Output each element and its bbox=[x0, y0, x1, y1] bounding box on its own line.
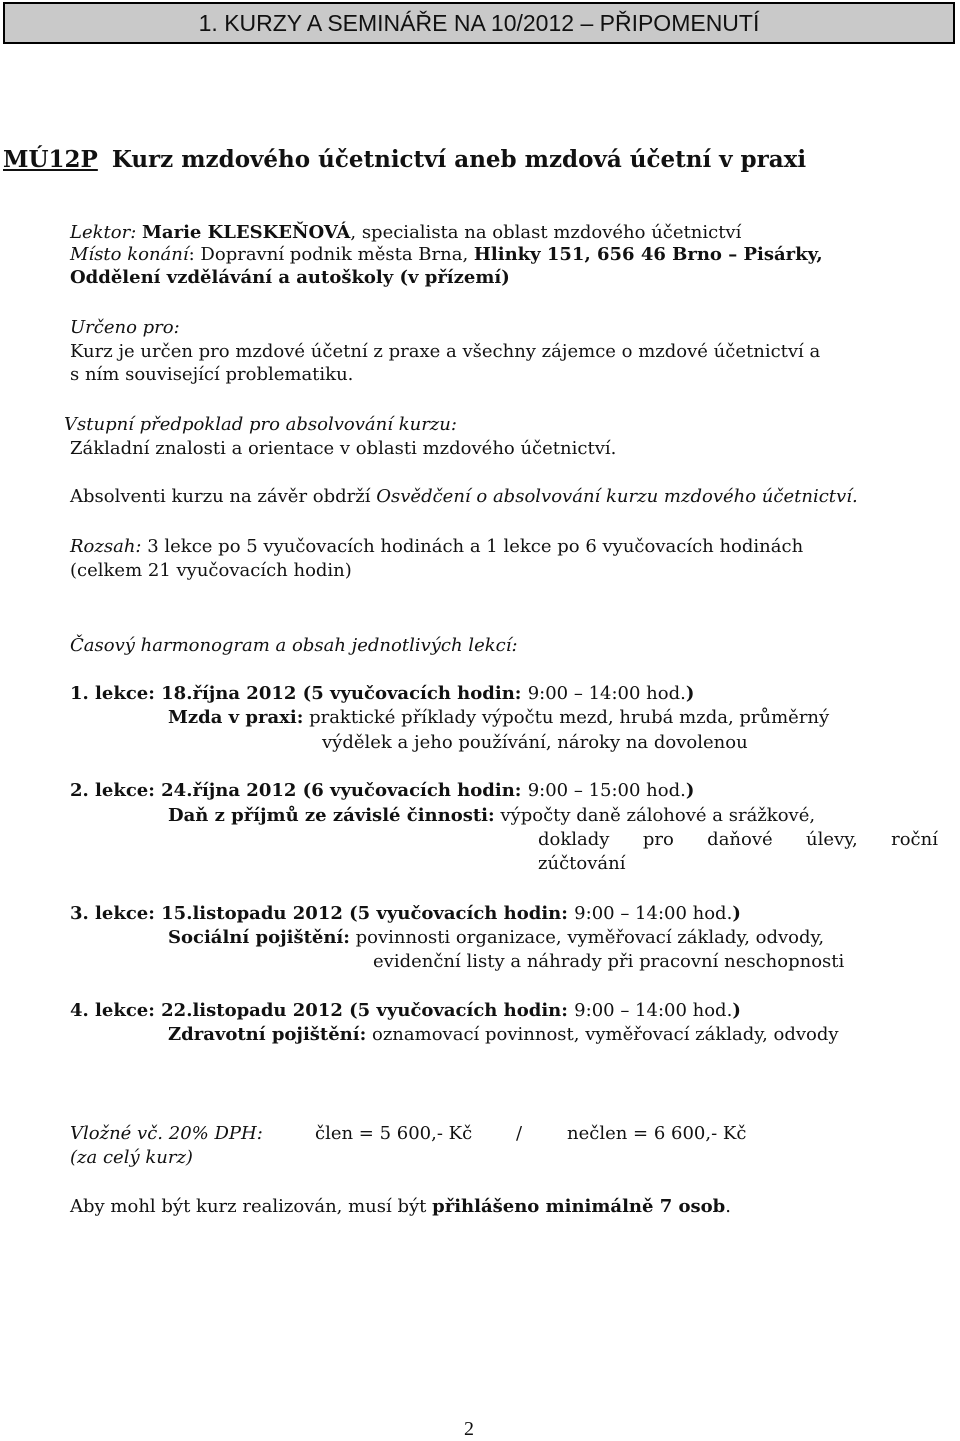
fee-label: Vložné vč. 20% DPH: bbox=[70, 1123, 263, 1144]
lesson-1-title: 1. lekce: 18.října 2012 (5 vyučovacích hodin: bbox=[70, 683, 528, 704]
fee-member: člen = 5 600,- Kč bbox=[315, 1123, 473, 1144]
lesson-2-time: 9:00 – 15:00 hod. bbox=[527, 780, 686, 801]
lesson-4-time: 9:00 – 14:00 hod. bbox=[574, 1000, 733, 1021]
scope-line-2: (celkem 21 vyučovacích hodin) bbox=[70, 560, 352, 581]
lesson-1-heading bbox=[70, 683, 694, 704]
lesson-4-desc-1: oznamovací povinnost, vyměřovací základy, odvody bbox=[366, 1024, 839, 1045]
lesson-1-time: 9:00 – 14:00 hod. bbox=[527, 683, 686, 704]
lesson-3-topic: Sociální pojištění: bbox=[168, 927, 350, 948]
lesson-4-title: 4. lekce: 22.listopadu 2012 (5 vyučovacích hodin: bbox=[70, 1000, 575, 1021]
venue-address: Hlinky 151, 656 46 Brno – Pisárky, bbox=[473, 244, 823, 265]
lesson-3-desc-1: povinnosti organizace, vyměřovací základy, odvody, bbox=[349, 927, 825, 948]
scope-line-1 bbox=[70, 536, 803, 557]
lesson-1-desc-2: výdělek a jeho používání, nároky na dovolenou bbox=[322, 732, 748, 753]
closing-text: Aby mohl být kurz realizován, musí být bbox=[70, 1196, 433, 1217]
intended-line-2: s ním související problematiku. bbox=[70, 364, 354, 385]
lecturer-label: Lektor: bbox=[70, 222, 137, 243]
lesson-1-topic: Mzda v praxi: bbox=[168, 707, 304, 728]
prerequisite-text: Základní znalosti a orientace v oblasti mzdového účetnictví. bbox=[70, 438, 617, 459]
lesson-2-desc-3: zúčtování bbox=[538, 853, 626, 874]
schedule-label: Časový harmonogram a obsah jednotlivých lekcí: bbox=[70, 635, 518, 656]
closing-line bbox=[70, 1196, 731, 1217]
closing-minimum: přihlášeno minimálně 7 osob bbox=[432, 1196, 726, 1217]
venue-department: Oddělení vzdělávání a autoškoly (v přízemí) bbox=[70, 267, 510, 288]
lesson-1-topic-line bbox=[168, 707, 829, 728]
lesson-2-heading bbox=[70, 780, 694, 801]
lesson-2-desc-2: doklady pro daňové úlevy, roční bbox=[538, 829, 938, 850]
lesson-1-desc-1: praktické příklady výpočtu mezd, hrubá mzda, průměrný bbox=[303, 707, 830, 728]
venue-label: Místo konání bbox=[70, 244, 189, 265]
fee-note: (za celý kurz) bbox=[70, 1147, 193, 1168]
course-code: MÚ12P bbox=[3, 146, 98, 173]
intended-line-1: Kurz je určen pro mzdové účetní z praxe a všechny zájemce o mzdové účetnictví a bbox=[70, 341, 821, 362]
lesson-2-close: ) bbox=[685, 780, 695, 801]
lesson-3-time: 9:00 – 14:00 hod. bbox=[574, 903, 733, 924]
lesson-2-title: 2. lekce: 24.října 2012 (6 vyučovacích hodin: bbox=[70, 780, 528, 801]
course-name: Kurz mzdového účetnictví aneb mzdová účetní v praxi bbox=[111, 146, 807, 173]
certificate-line bbox=[70, 486, 858, 507]
lesson-4-heading bbox=[70, 1000, 741, 1021]
prerequisite-label: Vstupní předpoklad pro absolvování kurzu: bbox=[64, 414, 457, 435]
lesson-4-topic: Zdravotní pojištění: bbox=[168, 1024, 367, 1045]
lecturer-desc: , specialista na oblast mzdového účetnictví bbox=[350, 222, 742, 243]
lesson-3-title: 3. lekce: 15.listopadu 2012 (5 vyučovacích hodin: bbox=[70, 903, 575, 924]
lecturer-name: Marie KLESKEŇOVÁ bbox=[142, 222, 351, 243]
lesson-2-topic-line bbox=[168, 805, 815, 826]
lesson-2-topic: Daň z příjmů ze závislé činnosti: bbox=[168, 805, 495, 826]
section-header bbox=[3, 2, 955, 44]
lecturer-line bbox=[70, 222, 741, 243]
page-number: 2 bbox=[464, 1418, 474, 1440]
venue-line bbox=[70, 244, 823, 265]
lesson-4-close: ) bbox=[732, 1000, 741, 1021]
scope-label: Rozsah: bbox=[70, 536, 142, 557]
lesson-1-close: ) bbox=[685, 683, 695, 704]
fee-nonmember: nečlen = 6 600,- Kč bbox=[567, 1123, 747, 1144]
venue-text: : Dopravní podnik města Brna, bbox=[188, 244, 474, 265]
closing-end: . bbox=[725, 1196, 731, 1217]
intended-label: Určeno pro: bbox=[70, 317, 180, 338]
lesson-2-desc-1: výpočty daně zálohové a srážkové, bbox=[494, 805, 816, 826]
lesson-3-topic-line bbox=[168, 927, 824, 948]
course-title bbox=[3, 146, 806, 173]
certificate-name: Osvědčení o absolvování kurzu mzdového účetnictví. bbox=[376, 486, 858, 507]
lesson-3-desc-2: evidenční listy a náhrady při pracovní neschopnosti bbox=[373, 951, 845, 972]
lesson-4-topic-line bbox=[168, 1024, 839, 1045]
scope-text: 3 lekce po 5 vyučovacích hodinách a 1 lekce po 6 vyučovacích hodinách bbox=[141, 536, 804, 557]
lesson-3-heading bbox=[70, 903, 741, 924]
lesson-3-close: ) bbox=[732, 903, 741, 924]
section-header-title: 1. KURZY A SEMINÁŘE NA 10/2012 – PŘIPOMENUTÍ bbox=[198, 9, 760, 36]
fee-separator: / bbox=[516, 1123, 523, 1144]
certificate-text: Absolventi kurzu na závěr obdrží bbox=[70, 486, 377, 507]
